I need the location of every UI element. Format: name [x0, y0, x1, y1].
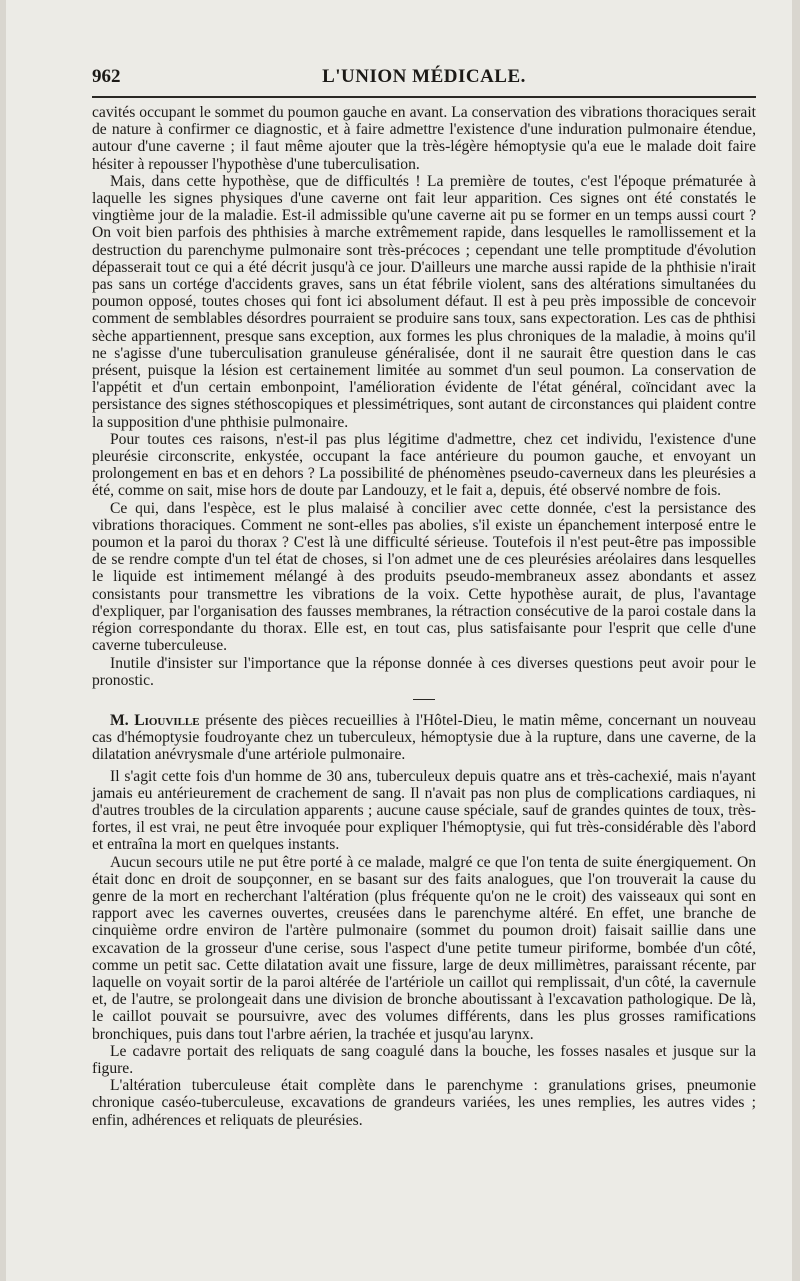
- running-title: L'UNION MÉDICALE.: [322, 66, 526, 87]
- paragraph-prognosis: Inutile d'insister sur l'importance que la réponse donnée à ces diverses questions peut avoir pour le pronostic.: [92, 654, 756, 689]
- paragraph-tuberculous: L'altération tuberculeuse était complète dans le parenchyme : granulations grises, pneumonie chronique caséo-tuberculeuse, excavations de grandeurs variées, les unes remplies, les autres vides ; enfin, adhérences et reliquats de pleurésies.: [92, 1077, 756, 1129]
- communication-intro: présente des pièces recueillies à l'Hôtel-Dieu, le matin même, concernant un nouveau cas d'hémoptysie foudroyante chez un tuberculeux, hémoptysie due à la rupture, dans une caverne, de la dilatation anévrysmale d'une artériole pulmonaire.: [92, 711, 757, 764]
- paragraph-vibrations: Ce qui, dans l'espèce, est le plus malaisé à concilier avec cette donnée, c'est la persistance des vibrations thoraciques. Comment ne sont-elles pas abolies, s'il existe un épanchement interposé entre le poumon et la paroi du thorax ? C'est là une difficulté sérieuse. Toutefois il n'est peut-être pas impossible de se rendre compte d'un tel état de choses, si l'on admet une de ces pleurésies aréolaires dans lesquelles le liquide est intimement mélangé à des produits pseudo-membraneux assez abondants et assez consistants pour transmettre les vibrations de la voix. Cette hypothèse aurait, de plus, l'avantage d'expliquer, par l'organisation des fausses membranes, la rétraction consécutive de la paroi costale dans la région correspondante du thorax. Elle est, en tout cas, plus satisfaisante pour l'esprit que celle d'une caverne tuberculeuse.: [92, 499, 756, 655]
- page-number: 962: [92, 66, 121, 87]
- paragraph-pleurisy: Pour toutes ces raisons, n'est-il pas plus légitime d'admettre, chez cet individu, l'existence d'une pleurésie circonscrite, enkystée, occupant la face antérieure du poumon gauche, et envoyant un prolongement en bas et en dehors ? La possibilité de phénomènes pseudo-caverneux dans les pleurésies a été, comme on sait, mise hors de doute par Landouzy, et le fait a, depuis, été observé nombre de fois.: [92, 430, 756, 500]
- journal-page: [6, 0, 792, 1281]
- paragraph-difficulties: Mais, dans cette hypothèse, que de difficultés ! La première de toutes, c'est l'époque prématurée à laquelle les signes physiques d'une caverne ont fait leur apparition. Ces signes ont été constatés le vingtième jour de la maladie. Est-il admissible qu'une caverne ait pu se former en un temps aussi court ? On voit bien parfois des phthisies à marche extrêmement rapide, dans lesquelles le ramollissement et la destruction du parenchyme pulmonaire sont très-précoces ; cependant une telle promptitude d'évolution dépasserait tout ce qui a été décrit jusqu'à ce jour. D'ailleurs une marche aussi rapide de la phthisie n'irait pas sans un cortége d'accidents graves, sans un état fébrile violent, sans des altérations simultanées du poumon opposé, toutes choses qui font ici absolument défaut. Il est à peu près impossible de concevoir comment de semblables désordres pourraient se produire sans toux, sans expectoration. Les cas de phthisi sèche appartiennent, presque sans exception, aux formes les plus chroniques de la maladie, à moins qu'il ne s'agisse d'une tuberculisation granuleuse généralisée, dont il ne saurait être question dans le cas présent, puisque la lésion est certainement limitée au sommet d'un seul poumon. La conservation de l'appétit et d'un certain embonpoint, l'amélioration évidente de l'état général, coïncidant avec la persistance des signes stéthoscopiques et plessimétriques, sont autant de circonstances qui plaident contre la supposition d'une phthisie pulmonaire.: [92, 172, 756, 431]
- paragraph-cadaver: Le cadavre portait des reliquats de sang coagulé dans la bouche, les fosses nasales et jusque sur la figure.: [92, 1042, 756, 1077]
- section-rule: [413, 699, 435, 700]
- communication-paragraph: [92, 712, 756, 764]
- article-body: [92, 104, 756, 1129]
- paragraph-continued: cavités occupant le sommet du poumon gauche en avant. La conservation des vibrations thoraciques serait de nature à confirmer ce diagnostic, et à faire admettre l'existence d'une induration pulmonaire étendue, autour d'une caverne ; il faut même ajouter que la très-légère hémoptysie qu'a eue le malade doit faire hésiter à repousser l'hypothèse d'une tuberculisation.: [92, 104, 756, 173]
- paragraph-case: Il s'agit cette fois d'un homme de 30 ans, tuberculeux depuis quatre ans et très-cachexié, mais n'ayant jamais eu antérieurement de crachement de sang. Il n'avait pas non plus de complications cardiaques, ni d'autres troubles de la circulation apparents ; aucune cause spéciale, sauf de grandes quintes de toux, très-fortes, il est vrai, ne peut être invoquée pour expliquer l'hémoptysie, qui fut très-considérable dès l'abord et entraîna la mort en quelques instants.: [92, 767, 756, 854]
- page-header: [92, 62, 756, 98]
- paragraph-autopsy: Aucun secours utile ne put être porté à ce malade, malgré ce que l'on tenta de suite énergiquement. On était donc en droit de soupçonner, en se basant sur des faits analogues, que l'on trouverait la cause du genre de la mort en recherchant l'altération (plus fréquente qu'on ne le croit) des vaisseaux qui sont en rapport avec les cavernes ouvertes, creusées dans le parenchyme altéré. En effet, une branche de cinquième ordre environ de l'artère pulmonaire (sommet du poumon droit) faisait saillie dans une excavation de la grosseur d'une cerise, sous l'aspect d'une petite tumeur piriforme, bombée d'un côté, comme un petit sac. Cette dilatation avait une fissure, large de deux millimètres, paraissant récente, par laquelle on voyait sortir de la paroi altérée de l'artériole un caillot qui remplissait, d'un côté, la cavernule et, de l'autre, se prolongeait dans une division de bronche aboutissant à l'excavation pathologique. De là, le caillot pouvait se poursuivre, avec des volumes différents, dans les plus grosses ramifications bronchiques, puis dans tout l'arbre aérien, la trachée et jusqu'au larynx.: [92, 853, 756, 1043]
- speaker-name: M. Liouville: [110, 711, 200, 729]
